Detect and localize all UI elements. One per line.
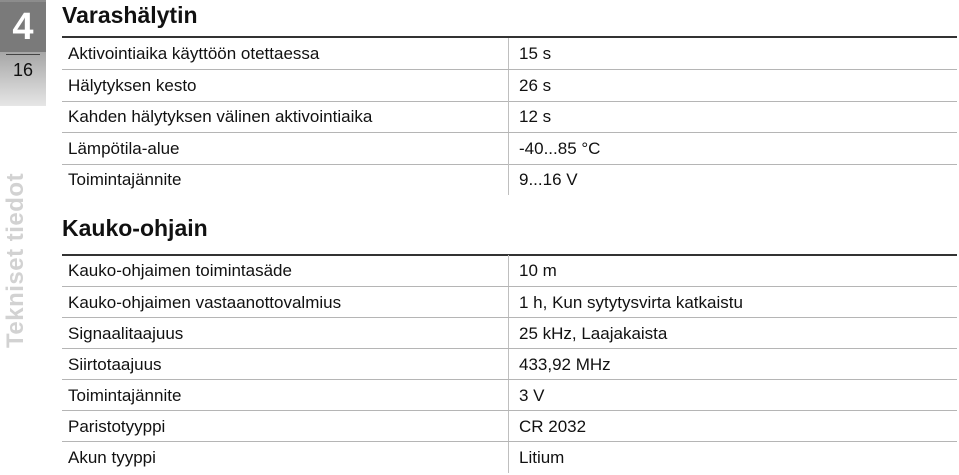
- row-label: Akun tyyppi: [68, 448, 156, 467]
- column-divider: [508, 318, 509, 349]
- row-value: 9...16 V: [519, 170, 578, 189]
- column-divider: [508, 255, 509, 286]
- table-row: [62, 133, 957, 164]
- row-value: CR 2032: [519, 417, 587, 436]
- table-row: [62, 411, 957, 442]
- column-divider: [508, 164, 509, 195]
- column-divider: [508, 442, 509, 473]
- page-number: 16: [12, 60, 34, 80]
- section-title-alarm: Varashälytin: [62, 2, 198, 28]
- row-label: Siirtotaajuus: [68, 355, 162, 374]
- table-row: [62, 442, 957, 473]
- row-value: Litium: [519, 448, 565, 467]
- row-value: -40...85 °C: [519, 139, 601, 158]
- row-label: Kauko-ohjaimen vastaanottovalmius: [68, 293, 342, 312]
- row-label: Paristotyyppi: [68, 417, 166, 436]
- table-row: [62, 380, 957, 411]
- row-label: Kauko-ohjaimen toimintasäde: [68, 261, 292, 280]
- chapter-tab: [0, 0, 46, 106]
- row-value: 10 m: [519, 261, 557, 280]
- table-row: [62, 318, 957, 349]
- row-value: 433,92 MHz: [519, 355, 611, 374]
- chapter-number: 4: [0, 2, 46, 52]
- table-row: [62, 255, 957, 286]
- side-section-label: Tekniset tiedot: [2, 172, 29, 348]
- column-divider: [508, 380, 509, 411]
- table-row: [62, 349, 957, 380]
- row-label: Signaalitaajuus: [68, 324, 184, 343]
- row-value: 15 s: [519, 44, 552, 63]
- row-label: Toimintajännite: [68, 170, 182, 189]
- table-row: [62, 101, 957, 132]
- row-label: Kahden hälytyksen välinen aktivointiaika: [68, 107, 373, 126]
- row-label: Lämpötila-alue: [68, 139, 180, 158]
- row-value: 12 s: [519, 107, 552, 126]
- row-value: 1 h, Kun sytytysvirta katkaistu: [519, 293, 743, 312]
- table-row: [62, 164, 957, 195]
- row-label: Hälytyksen kesto: [68, 76, 197, 95]
- row-value: 3 V: [519, 386, 545, 405]
- column-divider: [508, 38, 509, 69]
- column-divider: [508, 70, 509, 101]
- tab-divider: [6, 54, 40, 55]
- row-label: Aktivointiaika käyttöön otettaessa: [68, 44, 320, 63]
- column-divider: [508, 411, 509, 442]
- row-value: 25 kHz, Laajakaista: [519, 324, 668, 343]
- row-value: 26 s: [519, 76, 552, 95]
- column-divider: [508, 349, 509, 380]
- table-row: [62, 70, 957, 101]
- section-title-remote: Kauko-ohjain: [62, 215, 208, 241]
- column-divider: [508, 287, 509, 318]
- column-divider: [508, 133, 509, 164]
- table-row: [62, 287, 957, 318]
- row-label: Toimintajännite: [68, 386, 182, 405]
- column-divider: [508, 101, 509, 132]
- table-row: [62, 38, 957, 69]
